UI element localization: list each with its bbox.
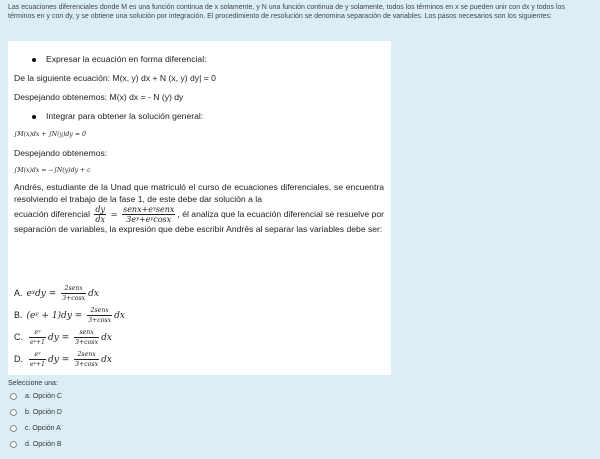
step-2 [32,111,203,121]
radio-button[interactable] [10,425,17,432]
answer-choice-d[interactable] [10,441,62,448]
question-content [8,41,391,375]
integral-formula-2: ∫M(x)dx = −∫N(y)dy + c [14,167,91,174]
answer-choice-label[interactable]: d. Opción B [25,441,62,448]
fraction-dydx [94,205,106,224]
fraction: $\frac{\text{2senx}}{3+\cos x}$ [75,351,99,368]
problem-text-2: , él analiza que la ecuación diferencial se [177,208,335,219]
step-2-result: Despejando obtenemos: [14,148,108,158]
fraction: $\frac{\text{senx}}{3+\cos x}$ [75,329,99,346]
fraction: $\frac{\text{eʸ}}{\text{eʸ+1}}$ [30,351,45,368]
fraction-denominator: dx [95,215,106,224]
step-1-label: Expresar la ecuación en forma diferencial: [46,54,207,64]
fraction: $\frac{\text{eʸ}}{\text{eʸ+1}}$ [30,329,45,346]
bullet-icon [32,58,36,62]
fraction-numerator: senx+eʸsenx [123,205,175,214]
answer-choice-label[interactable]: b. Opción D [25,409,62,416]
step-1 [32,54,207,64]
fraction-denominator: 3eʸ+eʸcosx [126,215,172,224]
answer-choice-label[interactable]: c. Opción A [25,425,61,432]
question-intro: Las ecuaciones diferenciales donde M es una función continua de x solamente, y N una función continua de y solamente, todos los términos en x se pueden unir con dx y todos los términos en y con dy, y se obtiene una solución por integración. El procedimiento de resolución se denomina separación de variables. Los pasos necesarios son los siguientes: [8,4,565,20]
radio-button[interactable] [10,409,17,416]
fraction: $\frac{\text{2senx}}{3+\cos x}$ [88,307,112,324]
fraction-numerator: dy [95,205,106,214]
step-2-label: Integrar para obtener la solución general: [46,111,204,121]
select-one-label: Seleccione una: [8,380,58,387]
problem-text-3: resuelve por separación de variables, la expresión que debe escribir Andrés al separar las variables debe ser: [14,208,385,234]
option-c: C. $\frac{\text{eʸ}}{\text{eʸ+1}}$ dy = $\frac{\text{senx}}{3+\cos x}$ dx [14,329,112,346]
problem-statement: Andrés, estudiante de la Unad que matriculó el curso de ecuaciones diferenciales, se encuentra resolviendo el trabajo de la fase 1, de este debe dar solución a la ecuación diferencial $\frac{dy}{dx}$ = $\frac{\text{senx+eʸsenx}}{\text{3eʸ+eʸcosx}}$ , él analiza que la ecuación diferencial se resuelve por separación de variables, la expresión que debe escribir Andrés al separar las variables debe ser: [14,182,385,234]
option-b: B. (eʸ + 1)dy = $\frac{\text{2senx}}{3+\cos x}$ dx [14,307,126,324]
bullet-icon [32,115,36,119]
fraction-rhs [122,205,175,224]
problem-text-1: Andrés, estudiante de la Unad que matriculó el curso de ecuaciones diferenciales, se encuentra resolviendo el trabajo de la fase 1, de este debe dar solución a la [14,182,384,204]
option-d: D. $\frac{\text{eʸ}}{\text{eʸ+1}}$ dy = $\frac{\text{2senx}}{3+\cos x}$ dx [14,351,112,368]
fraction: $\frac{\text{2senx}}{3+\cos x}$ [62,285,86,302]
radio-button[interactable] [10,393,17,400]
answer-choice-label[interactable]: a. Opción C [25,393,62,400]
answer-choice-c[interactable] [10,425,61,432]
equation-label: ecuación diferencial [14,208,90,219]
option-a: A. eʸdy = $\frac{\text{2senx}}{3+\cos x}$ dx [14,285,99,302]
answer-choice-b[interactable] [10,409,62,416]
answer-choice-a[interactable] [10,393,62,400]
step-1-equation: De la siguiente ecuación: M(x, y) dx + N (x, y) dy| = 0 [14,73,216,83]
radio-button[interactable] [10,441,17,448]
integral-formula-1: ∫M(x)dx + ∫N(y)dy = 0 [14,131,86,138]
step-1-result: Despejando obtenemos: M(x) dx = - N (y) dy [14,92,184,102]
